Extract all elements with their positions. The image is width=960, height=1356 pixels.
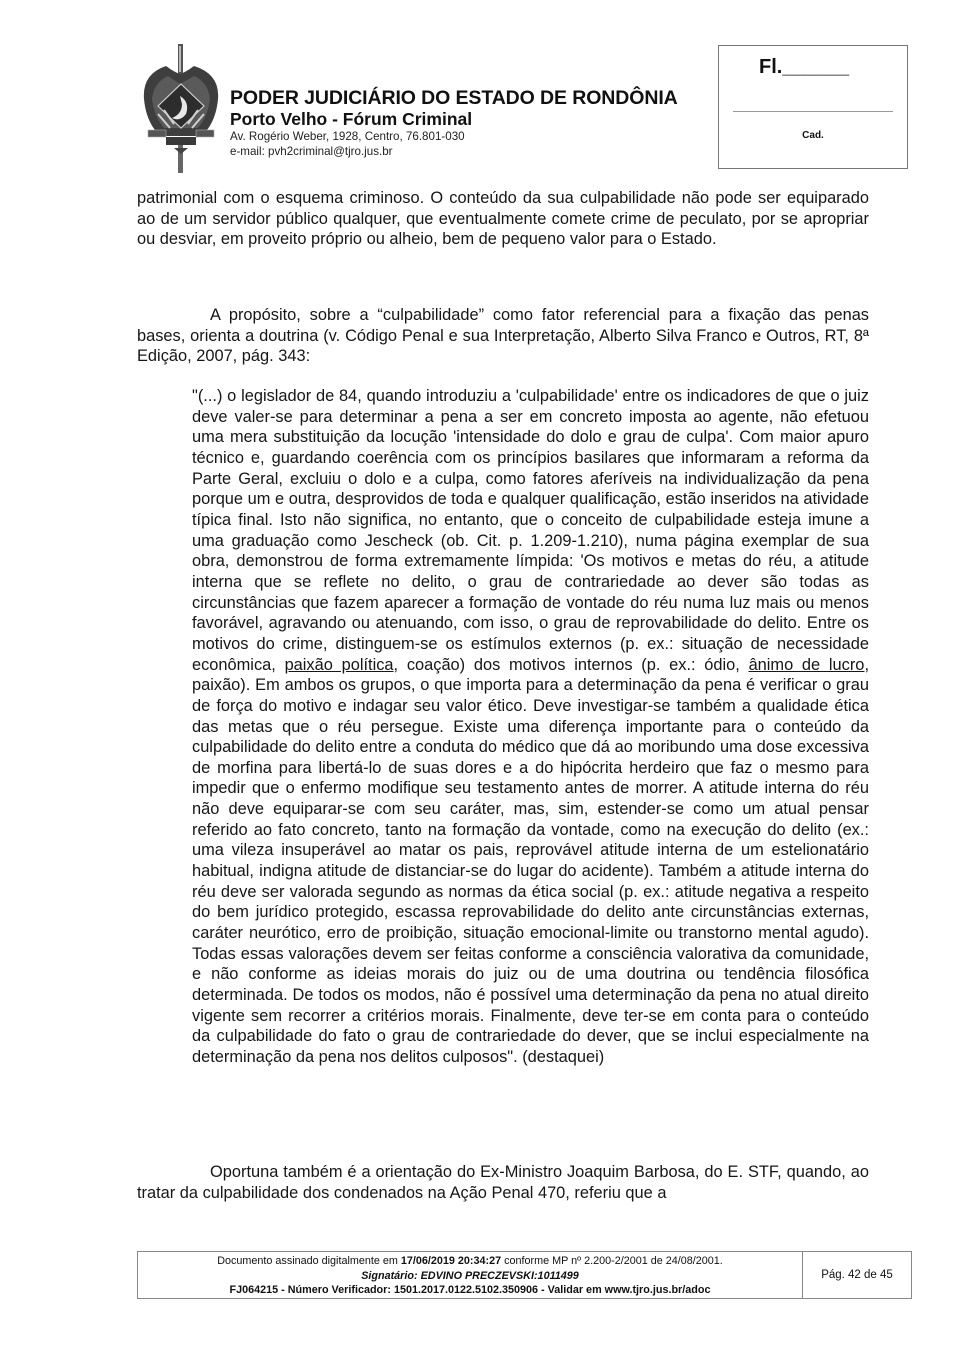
- digital-signature-footer: [137, 1251, 912, 1299]
- signed-suffix: conforme MP nº 2.200-2/2001 de 24/08/2001.: [501, 1255, 723, 1267]
- folio-signature-line: [733, 111, 893, 112]
- quote-text-3: , paixão). Em ambos os grupos, o que importa para a determinação da pena é verificar o grau de força do motivo e indagar seu valor ético. Deve investigar-se também a qualidade ética das metas que o réu persegue. Existe uma diferença importante para o conteúdo da culpabilidade do delito entre a conduta do médico que dá ao moribundo uma dose excessiva de morfina para libertá-lo de suas dores e a do hipócrita herdeiro que faz o mesmo para impedir que o enfermo modifique seu testamento antes de morrer. A atitude interna do réu não deve equiparar-se com seu caráter, mas, sim, estender-se como um atual pensar referido ao fato concreto, tanto na formação da vontade, como na execução do delito (ex.: uma vileza insuperável ao matar os pais, reprovável atitude interna de um estelionatário habitual, indigna atitude de distanciar-se do lugar do acidente). Também a atitude interna do réu deve ser valorada segundo as normas da ética social (p. ex.: atitude negativa a respeito do bem jurídico protegido, escassa reprovabilidade do delito ante circunstâncias externas, caráter neurótico, erro de proibição, situação emocional-limite ou transtorno mental agudo). Todas essas valorações devem ser feitas conforme a consciência valorativa da comunidade, e não conforme as ideias morais do juiz ou de uma doutrina ou tendência filosófica determinada. De todos os modos, não é possível uma determinação da pena no atual direito vigente sem recorrer a critérios morais. Finalmente, deve ter-se em conta para o conteúdo da culpabilidade do fato o grau de contrariedade do dever, que se inclui especialmente na determinação da pena nos delitos culposos". (destaquei): [192, 655, 869, 1066]
- folio-stamp-box: [718, 45, 908, 169]
- page-number: Pág. 42 de 45: [821, 1269, 893, 1281]
- quote-text-2: , coação) dos motivos internos (p. ex.: ódio,: [393, 655, 749, 674]
- court-email: e-mail: pvh2criminal@tjro.jus.br: [230, 145, 393, 158]
- signature-info: [138, 1252, 803, 1298]
- court-name: PODER JUDICIÁRIO DO ESTADO DE RONDÔNIA: [230, 87, 678, 109]
- folio-label: Fl.______: [759, 56, 850, 78]
- quote-underline-animo-de-lucro: ânimo de lucro: [748, 655, 865, 674]
- coat-of-arms-icon: [136, 44, 226, 174]
- cad-label: Cad.: [802, 130, 824, 141]
- signatory: Signatário: EDVINO PRECZEVSKI:1011499: [361, 1269, 579, 1282]
- verification-number: FJ064215 - Número Verificador: 1501.2017.0122.5102.350906 - Validar em www.tjro.jus.br/adoc: [229, 1284, 711, 1296]
- doctrine-quote: [192, 374, 869, 1068]
- document-header: [132, 44, 722, 174]
- quote-text-1: "(...) o legislador de 84, quando introduziu a 'culpabilidade' entre os indicadores de que o juiz deve valer-se para determinar a pena a ser em concreto imposta ao agente, não efetuou uma mera substituição da locução 'intensidade do dolo e grau de culpa'. Com maior apuro técnico e, guardando coerência com os princípios basilares que informaram a reforma da Parte Geral, excluiu o dolo e a culpa, como fatores aferíveis na individualização da pena porque um e outra, desprovidos de toda e qualquer qualificação, estão inseridos na atividade típica final. Isto não significa, no entanto, que o conceito de culpabilidade esteja imune a uma graduação como Jescheck (ob. Cit. p. 1.209-1.210), numa página exemplar de sua obra, demonstrou de forma extremamente límpida: 'Os motivos e metas do réu, a atitude interna que se reflete no delito, o grau de contrariedade ao dever são todas as circunstâncias que fazem aparecer a formação de vontade do réu numa luz mais ou menos favorável, agravando ou atenuando, com isso, o grau de reprovabilidade do delito. Entre os motivos do crime, distinguem-se os estímulos externos (p. ex.: situação de necessidade econômica,: [192, 387, 869, 674]
- signed-line: [138, 1254, 802, 1269]
- header-text-block: [230, 87, 678, 159]
- paragraph-3: Oportuna também é a orientação do Ex-Ministro Joaquim Barbosa, do E. STF, quando, ao tratar da culpabilidade dos condenados na Ação Penal 470, referiu que a: [137, 1163, 869, 1202]
- forum-name: Porto Velho - Fórum Criminal: [230, 109, 473, 129]
- signed-prefix: Documento assinado digitalmente em: [217, 1255, 401, 1267]
- paragraph-2: A propósito, sobre a “culpabilidade” como fator referencial para a fixação das penas bases, orienta a doutrina (v. Código Penal e sua Interpretação, Alberto Silva Franco e Outros, RT, 8ª Edição, 2007, pág. 343:: [137, 306, 869, 366]
- paragraph-1: patrimonial com o esquema criminoso. O conteúdo da sua culpabilidade não pode ser equiparado ao de um servidor público qualquer, que eventualmente comete crime de peculato, por se apropriar ou desviar, em proveito próprio ou alheio, bem de pequeno valor para o Estado.: [137, 189, 869, 249]
- quote-underline-paixao-politica: paixão política: [284, 655, 394, 674]
- signed-datetime: 17/06/2019 20:34:27: [400, 1255, 502, 1267]
- court-address: Av. Rogério Weber, 1928, Centro, 76.801-030: [230, 130, 465, 143]
